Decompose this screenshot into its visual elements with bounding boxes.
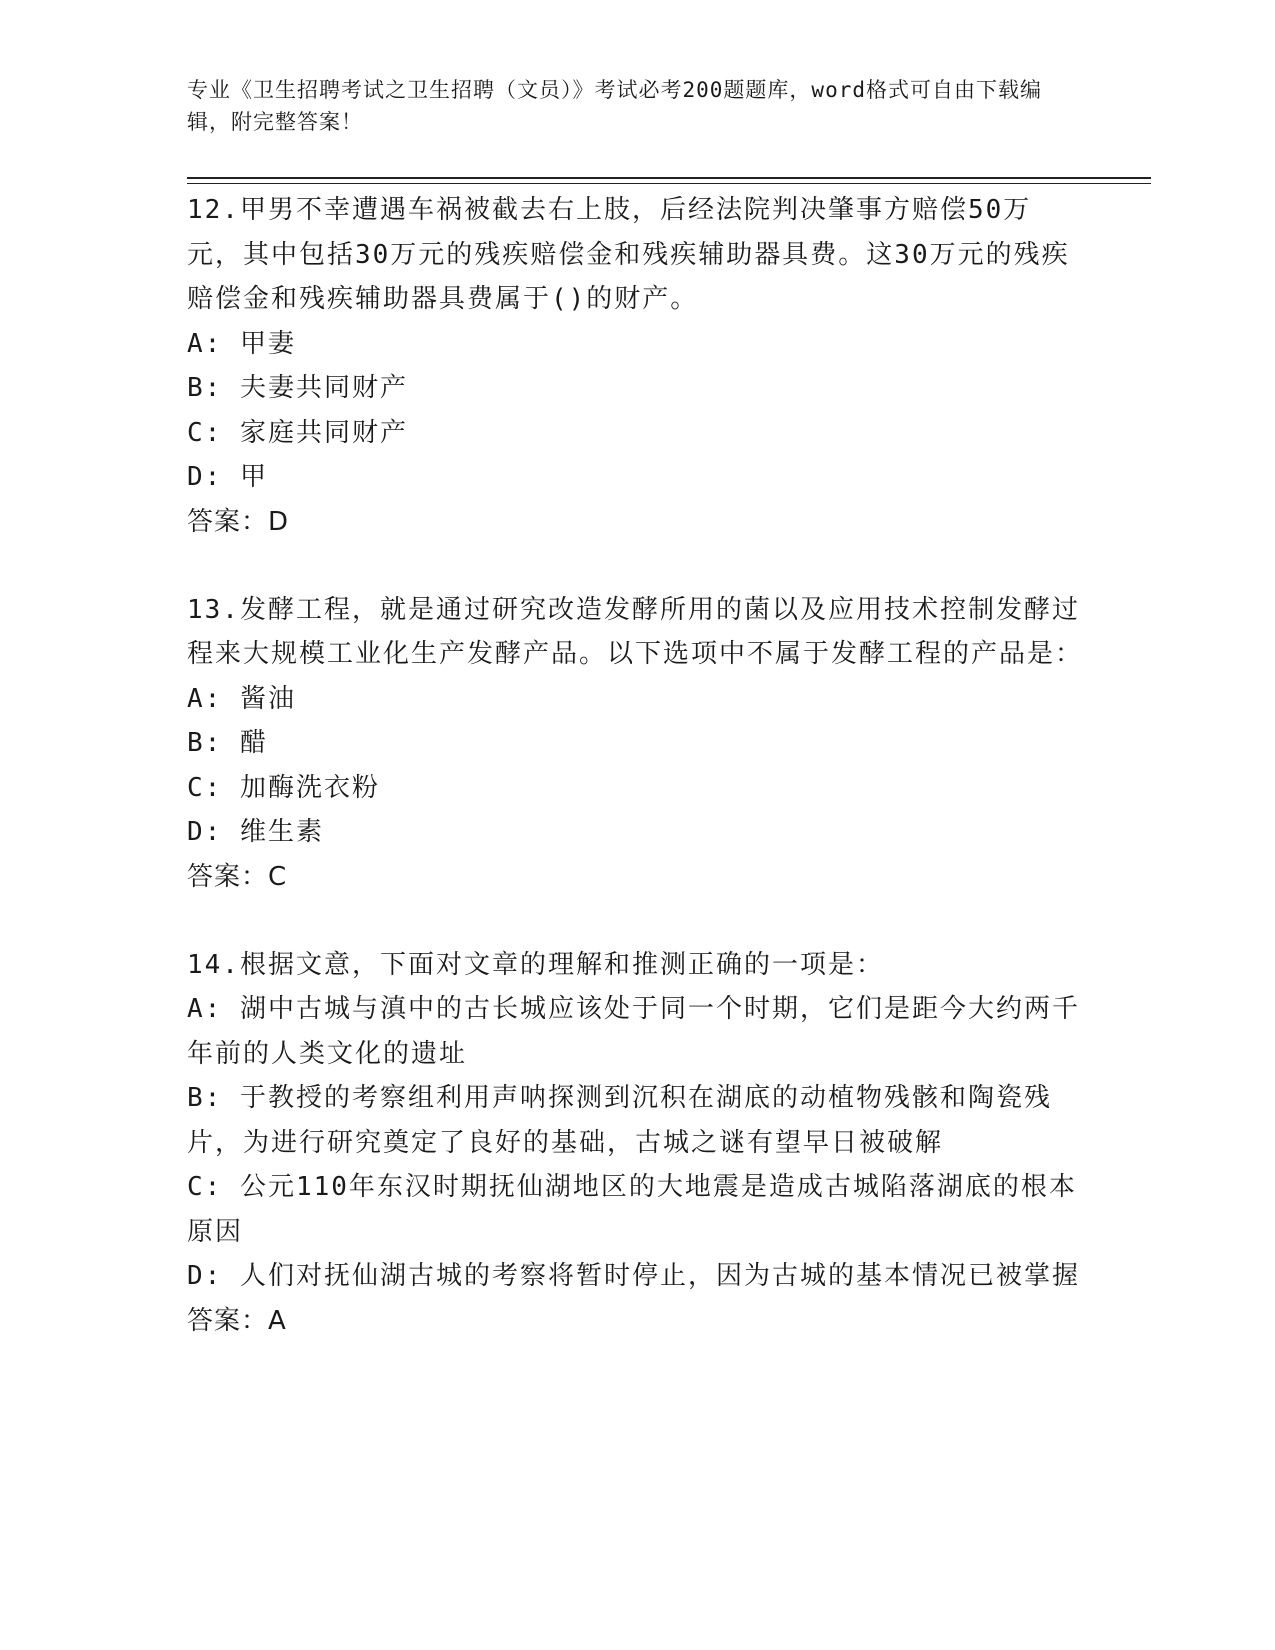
question-stem: 13.发酵工程，就是通过研究改造发酵所用的菌以及应用技术控制发酵过程来大规模工业化生产发酵产品。以下选项中不属于发酵工程的产品是： xyxy=(187,594,1084,669)
answer-label: 答案：A xyxy=(187,1305,287,1336)
option-a: A: 酱油 xyxy=(187,683,296,714)
question-spacer xyxy=(187,900,1087,943)
option-c: C: 加酶洗衣粉 xyxy=(187,772,380,803)
option-d: D: 甲 xyxy=(187,462,268,492)
question-list xyxy=(187,188,1087,1344)
option-a: A: 湖中古城与滇中的古长城应该处于同一个时期，它们是距今大约两千年前的人类文化的遗址 xyxy=(187,994,1080,1069)
option-b: B: 于教授的考察组利用声呐探测到沉积在湖底的动植物残骸和陶瓷残片，为进行研究奠定了良好的基础，古城之谜有望早日被破解 xyxy=(187,1083,1052,1158)
answer-label: 答案：C xyxy=(187,861,288,892)
header-divider-thin xyxy=(187,183,1151,184)
option-c: C: 家庭共同财产 xyxy=(187,417,408,448)
option-d: D: 维生素 xyxy=(187,817,324,847)
question-13 xyxy=(187,588,1087,900)
option-b: B: 夫妻共同财产 xyxy=(187,373,408,403)
question-stem: 14.根据文意，下面对文章的理解和推测正确的一项是： xyxy=(187,949,884,980)
answer-label: 答案：D xyxy=(187,506,290,537)
document-header: 专业《卫生招聘考试之卫生招聘（文员）》考试必考200题题库，word格式可自由下载编辑，附完整答案！ xyxy=(187,78,1042,134)
option-a: A: 甲妻 xyxy=(187,328,296,359)
question-12 xyxy=(187,188,1087,545)
question-spacer xyxy=(187,545,1087,588)
question-14 xyxy=(187,943,1087,1344)
header-divider-thick xyxy=(187,177,1151,179)
option-c: C: 公元110年东汉时期抚仙湖地区的大地震是造成古城陷落湖底的根本原因 xyxy=(187,1172,1077,1247)
question-stem: 12.甲男不幸遭遇车祸被截去右上肢，后经法院判决肇事方赔偿50万元，其中包括30万元的残疾赔偿金和残疾辅助器具费。这30万元的残疾赔偿金和残疾辅助器具费属于()的财产。 xyxy=(187,195,1070,314)
option-d: D: 人们对抚仙湖古城的考察将暂时停止，因为古城的基本情况已被掌握 xyxy=(187,1261,1080,1291)
option-b: B: 醋 xyxy=(187,728,268,758)
